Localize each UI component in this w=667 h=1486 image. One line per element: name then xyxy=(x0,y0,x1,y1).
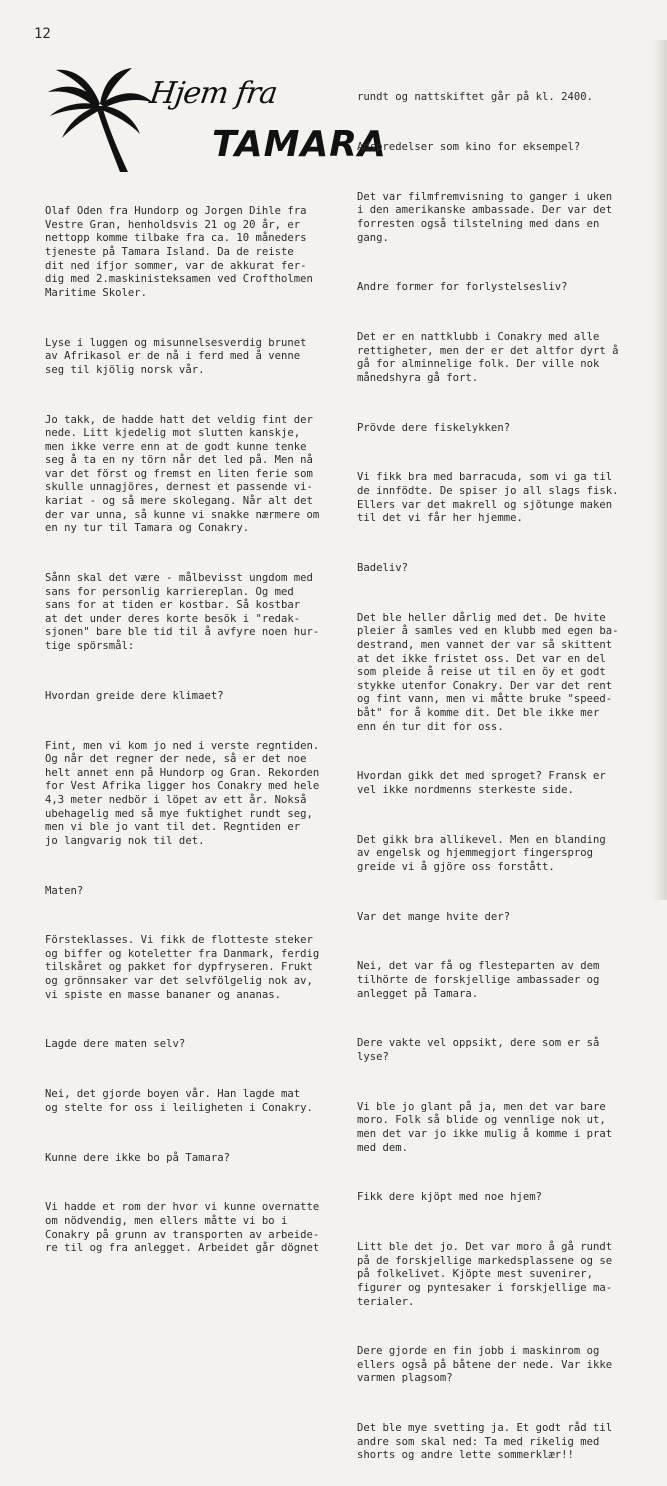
paragraph: Jo takk, de hadde hatt det veldig fint der nede. Litt kjedelig mot slutten kanskje, men ikke verre enn at de godt kunne tenke seg å ta en ny törn når det led på. Men nå var det först og fremst en liten ferie som skulle unnagjöres, dernest et passende vi- kariat - og så mere skolegang. Når alt det der var unna, så kunne vi snakke nærmere om en ny tur til Tamara og Conakry. xyxy=(45,413,320,535)
page-number: 12 xyxy=(34,26,51,42)
interview-question: Badeliv? xyxy=(357,562,409,574)
right-column xyxy=(357,64,647,1486)
interview-answer: Vi ble jo glant på ja, men det var bare moro. Folk så blide og vennlige nok ut, men det var jo ikke mulig å komme i prat med dem. xyxy=(357,1100,613,1154)
interview-question: Var det mange hvite der? xyxy=(357,910,511,923)
interview-answer: Det er en nattklubb i Conakry med alle rettigheter, men der er det altfor dyrt å gå for alminnelige folk. Der ville nok månedshyra gå fort. xyxy=(357,331,619,384)
interview-answer: Det gikk bra allikevel. Men en blanding av engelsk og hjemmegjort fingersprog greide vi å gjöre oss forstått. xyxy=(357,833,606,873)
article-header xyxy=(46,66,387,176)
interview-answer: Vi fikk bra med barracuda, som vi ga til de innfödte. De spiser jo all slags fisk. Ellers var det makrell og sjötunge maken til det vi får her hjemme. xyxy=(357,471,619,525)
page-edge-bleed xyxy=(653,40,667,900)
paragraph: Olaf Oden fra Hundorp og Jorgen Dihle fra Vestre Gran, henholdsvis 21 og 20 år, er nettopp komme tilbake fra ca. 10 måneders tjeneste på Tamara Island. Da de reiste dit ned ifjor sommer, var de akkurat fer- dig med 2.maskinisteksamen ved Croftholmen Maritime Skoler. xyxy=(45,205,313,299)
interview-question: Kunne dere ikke bo på Tamara? xyxy=(45,1151,230,1164)
interview-answer: Litt ble det jo. Det var moro å gå rundt på de forskjellige markedsplassene og se på folkelivet. Kjöpte mest suvenirer, figurer og pyntesaker i forskjellige ma- terialer. xyxy=(357,1241,613,1308)
interview-question: Hvordan gikk det med sproget? Fransk er vel ikke nordmenns sterkeste side. xyxy=(357,770,606,796)
interview-answer: Försteklasses. Vi fikk de flotteste steker og biffer og koteletter fra Danmark, ferdig tilskåret og pakket for dypfryseren. Frukt og grönnsaker var det selvfölgelig nok av, vi spiste en masse bananer og ananas. xyxy=(45,934,320,1001)
interview-question: Hvordan greide dere klimaet? xyxy=(45,689,224,702)
interview-question: Lagde dere maten selv? xyxy=(45,1038,186,1051)
interview-answer: Fint, men vi kom jo ned i verste regntiden. Og når det regner der nede, så er det noe helt annet enn på Hundorp og Gran. Rekorden for Vest Afrika ligger hos Conakry med hele 4,3 meter nedbör i löpet av ett år. Nokså ubehagelig med så mye fuktighet rundt seg, men vi ble jo vant til det. Regntiden er jo langvarig nok til det. xyxy=(45,739,320,847)
left-column xyxy=(45,178,335,1278)
interview-question: Adspredelser som kino for eksempel? xyxy=(357,140,581,153)
interview-question: Maten? xyxy=(45,884,84,897)
paragraph: Sånn skal det være - målbevisst ungdom med sans for personlig karriereplan. Og med sans for at tiden er kostbar. Så kostbar at det under deres korte besök i "redak- sjonen" bare ble tid til å avfyre noen hur- tige spörsmål: xyxy=(45,572,320,652)
interview-question: Prövde dere fiskelykken? xyxy=(357,421,511,434)
palm-tree-icon xyxy=(46,66,154,174)
paragraph: Lyse i luggen og misunnelsesverdig brunet av Afrikasol er de nå i ferd med å venne seg til kjölig norsk vår. xyxy=(45,336,307,376)
interview-answer: Nei, det var få og flesteparten av dem tilhörte de forskjellige ambassader og anlegget på Tamara. xyxy=(357,960,600,1000)
header-title: TAMARA xyxy=(212,124,387,165)
interview-answer: Nei, det gjorde boyen vår. Han lagde mat og stelte for oss i leiligheten i Conakry. xyxy=(45,1088,313,1114)
interview-answer: Det var filmfremvisning to ganger i uken i den amerikanske ambassade. Der var det forresten også tilstelning med dans en gang. xyxy=(357,190,613,244)
interview-answer: rundt og nattskiftet går på kl. 2400. xyxy=(357,91,593,104)
interview-question: Andre former for forlystelsesliv? xyxy=(357,281,568,294)
interview-question: Dere gjorde en fin jobb i maskinrom og ellers også på båtene der nede. Var ikke varmen plagsom? xyxy=(357,1345,613,1385)
header-script-title: Hjem fra xyxy=(147,76,279,111)
interview-answer: Det ble mye svetting ja. Et godt råd til andre som skal ned: Ta med rikelig med shorts og andre lette sommerklær!! xyxy=(357,1422,613,1462)
interview-question: Fikk dere kjöpt med noe hjem? xyxy=(357,1191,542,1204)
interview-question: Dere vakte vel oppsikt, dere som er så lyse? xyxy=(357,1037,600,1063)
interview-answer: Det ble heller dårlig med det. De hvite pleier å samles ved en klubb med egen ba- destrand, men vannet der var så skittent at det ikke fristet oss. Det var en del som pleide å reise ut til en öy et godt stykke utenfor Conakry. Der var det rent og fint vann, men vi måtte bruke "speed- båt" for å komme dit. Det ble ikke mer enn én tur dit for oss. xyxy=(357,611,619,733)
interview-answer: Vi hadde et rom der hvor vi kunne overnatte om nödvendig, men ellers måtte vi bo i Conakry på grunn av transporten av arbeide- re til og fra anlegget. Arbeidet går dögnet xyxy=(45,1201,320,1255)
